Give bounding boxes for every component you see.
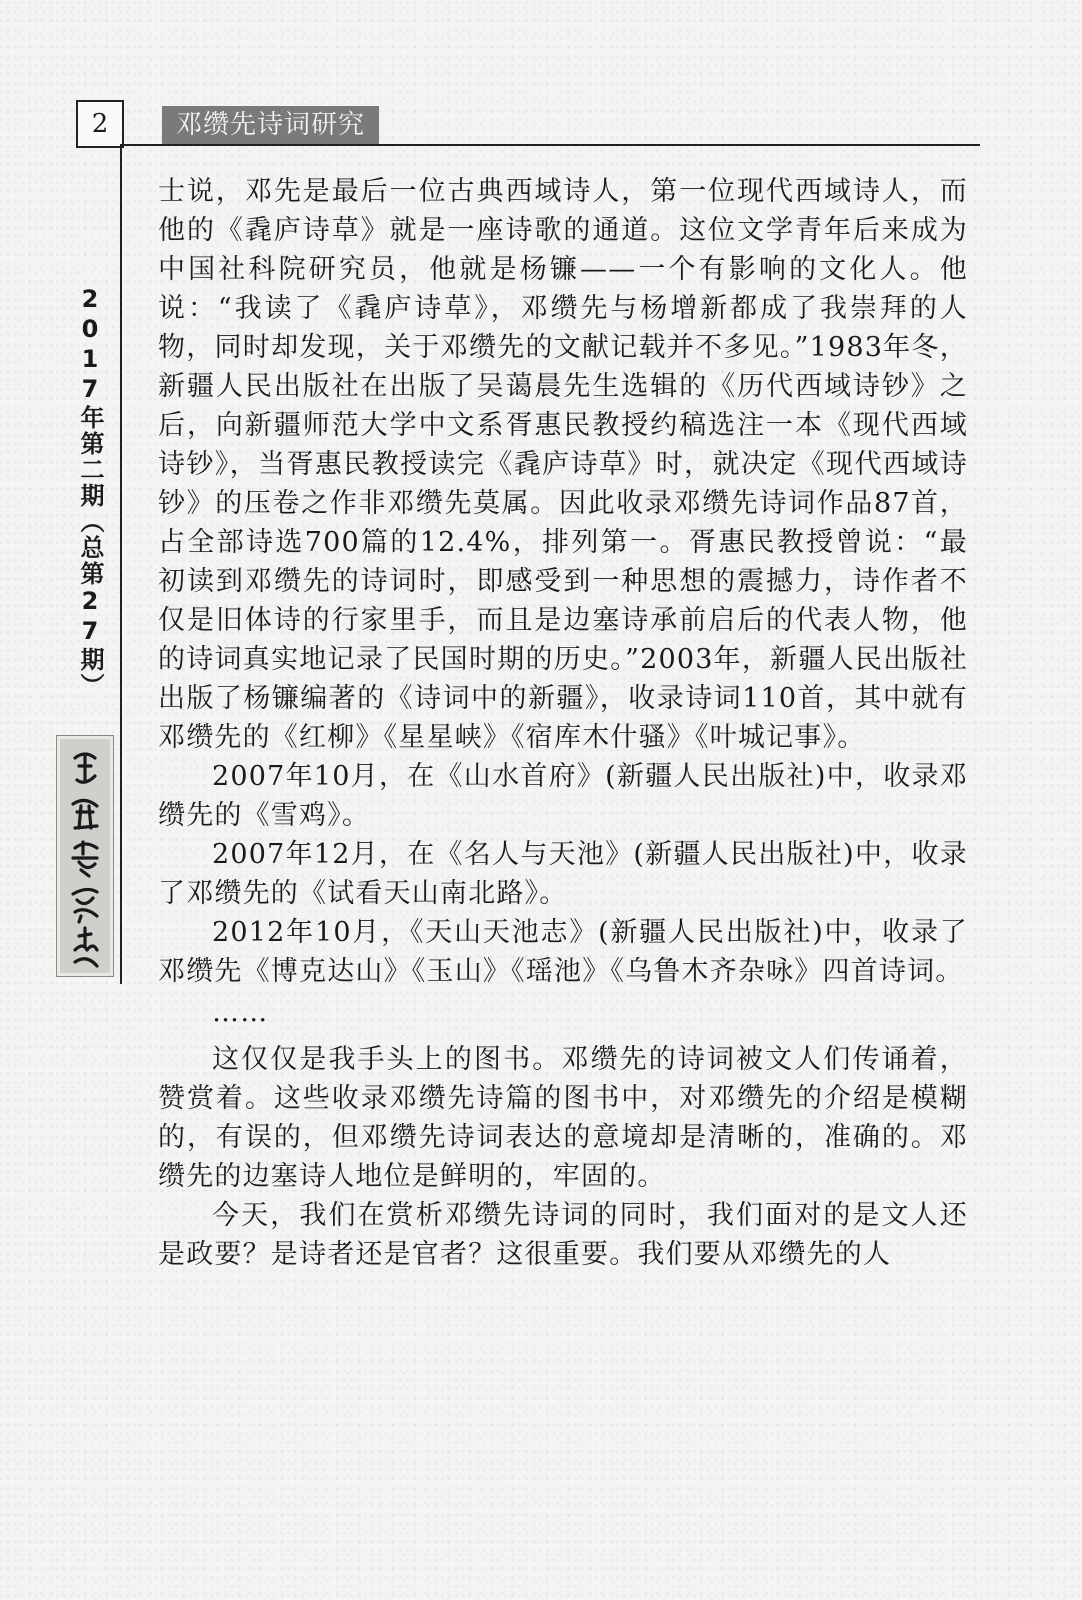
running-title: 邓缵先诗词研究: [162, 106, 379, 144]
paragraph: 2007年10月，在《山水首府》(新疆人民出版社)中，收录邓缵先的《雪鸡》。: [158, 761, 968, 831]
article-body: [158, 172, 968, 1274]
margin-rule: [120, 144, 122, 984]
header-rule: [120, 144, 980, 146]
paragraph: 这仅仅是我手头上的图书。邓缵先的诗词被文人们传诵着，赞赏着。这些收录邓缵先诗篇的图书中，对邓缵先的介绍是模糊的，有误的，但邓缵先诗词表达的意境却是清晰的，准确的。邓缵先的边塞诗人地位是鲜明的，牢固的。: [158, 1044, 968, 1192]
ellipsis: ……: [212, 997, 269, 1028]
calligraphy-logo-icon: [57, 736, 113, 976]
issue-info: 2017年第二期（总第27期）: [76, 285, 104, 699]
paragraph: 2012年10月，《天山天池志》(新疆人民出版社)中，收录了邓缵先《博克达山》《玉山》《瑶池》《乌鲁木齐杂咏》四首诗词。: [158, 917, 968, 987]
paragraph: 2007年12月，在《名人与天池》(新疆人民出版社)中，收录了邓缵先的《试看天山南北路》。: [158, 839, 968, 909]
column-logo: [56, 735, 114, 977]
page-number: 2: [76, 100, 124, 148]
paragraph: 今天，我们在赏析邓缵先诗词的同时，我们面对的是文人还是政要？是诗者还是官者？这很重要。我们要从邓缵先的人: [158, 1200, 968, 1270]
paragraph: 士说，邓先是最后一位古典西域诗人，第一位现代西域诗人，而他的《毳庐诗草》就是一座诗歌的通道。这位文学青年后来成为中国社科院研究员，他就是杨镰——一个有影响的文化人。他说：“我读了《毳庐诗草》，邓缵先与杨增新都成了我崇拜的人物，同时却发现，关于邓缵先的文献记载并不多见。”1983年冬，新疆人民出版社在出版了吴蔼晨先生选辑的《历代西域诗钞》之后，向新疆师范大学中文系胥惠民教授约稿选注一本《现代西域诗钞》，当胥惠民教授读完《毳庐诗草》时，就决定《现代西域诗钞》的压卷之作非邓缵先莫属。因此收录邓缵先诗词作品87首，占全部诗选700篇的12.4%，排列第一。胥惠民教授曾说：“最初读到邓缵先的诗词时，即感受到一种思想的震撼力，诗作者不仅是旧体诗的行家里手，而且是边塞诗承前启后的代表人物，他的诗词真实地记录了民国时期的历史。”2003年，新疆人民出版社出版了杨镰编著的《诗词中的新疆》，收录诗词110首，其中就有邓缵先的《红柳》《星星峡》《宿库木什骚》《叶城记事》。: [158, 176, 968, 753]
